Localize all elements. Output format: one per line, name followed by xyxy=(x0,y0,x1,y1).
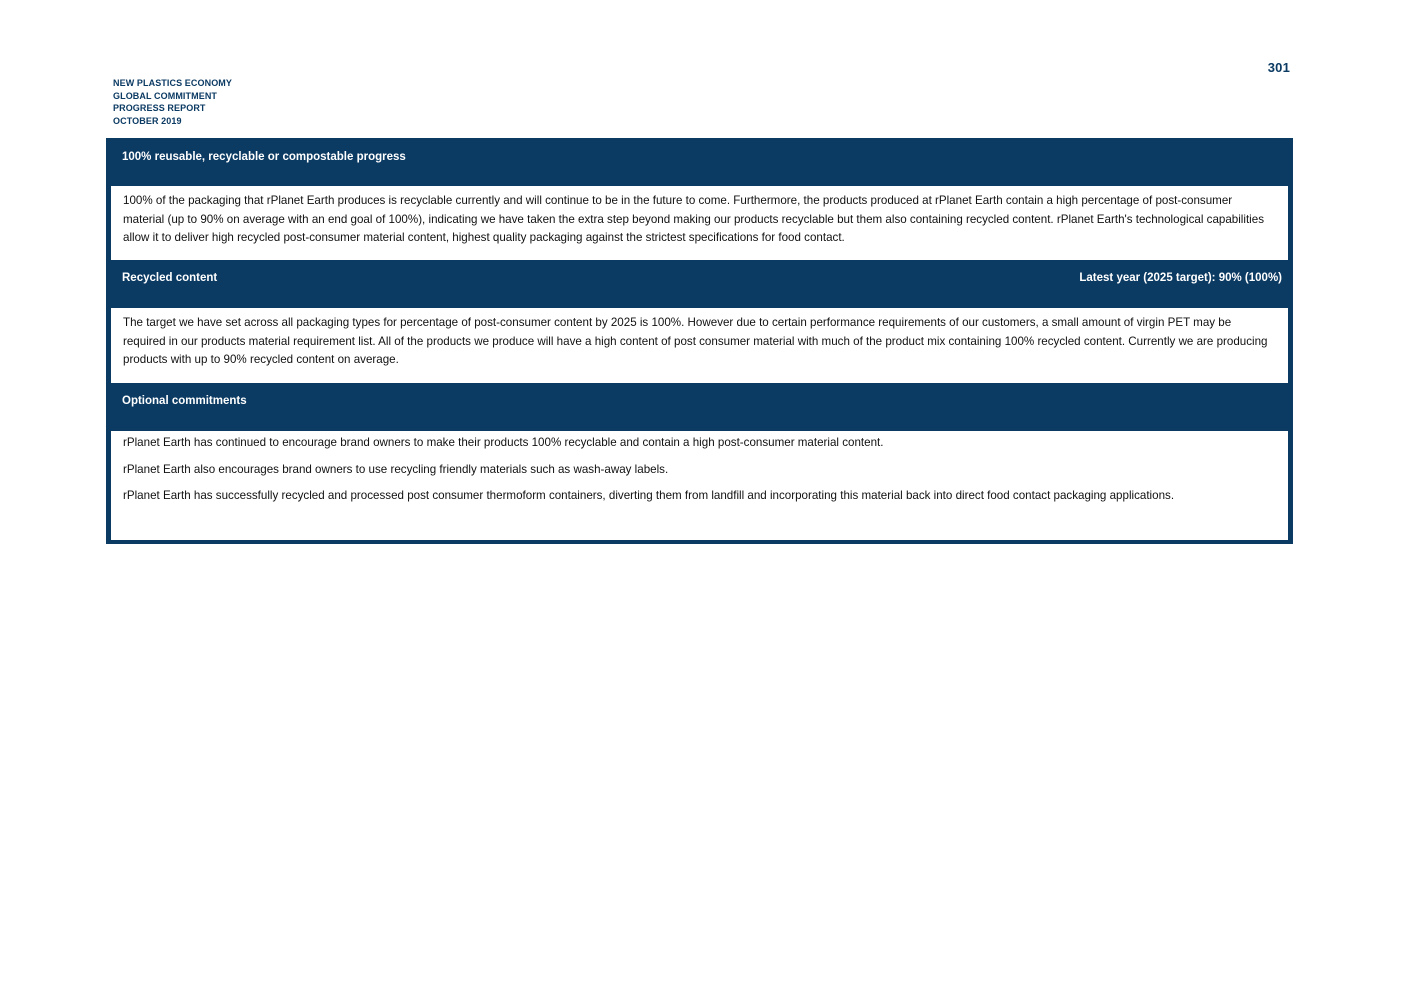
section-title-recyclability: 100% reusable, recyclable or compostable progress xyxy=(122,151,406,163)
section-header-recycled-content xyxy=(122,272,1282,286)
recycled-content-value: Latest year (2025 target): 90% (100%) xyxy=(1079,272,1282,284)
report-header-line-program: NEW PLASTICS ECONOMY xyxy=(113,78,233,88)
section-header-optional-commitments xyxy=(122,395,1282,409)
page-number: 301 xyxy=(1267,60,1290,75)
report-header-line-commitment: GLOBAL COMMITMENT xyxy=(113,90,218,101)
section-header-recyclability xyxy=(122,151,1282,165)
section-body-recyclability xyxy=(111,186,1288,260)
report-header-line-report: PROGRESS REPORT xyxy=(113,103,206,113)
section-title-recycled-content: Recycled content xyxy=(122,272,218,284)
report-header xyxy=(113,77,232,127)
optional-commitment-paragraph: rPlanet Earth has successfully recycled and processed post consumer thermoform containers, diverting them from landfill and incorporating this material back into direct food contact packaging applications. xyxy=(123,489,1175,503)
section-body-optional-commitments xyxy=(111,431,1288,540)
report-header-line-date: OCTOBER 2019 xyxy=(113,115,182,126)
recycled-content-paragraph: The target we have set across all packaging types for percentage of post-consumer content by 2025 is 100%. However due to certain performance requirements of our customers, a small amount of virgin PET may be required in our products material requirement list. All of the products we produce will have a high content of post consumer material with much of the product mix containing 100% recycled content. Currently we are producing products with up to 90% recycled content on average. xyxy=(123,316,1268,367)
commitment-progress-panel xyxy=(106,138,1293,544)
section-body-recycled-content xyxy=(111,308,1288,383)
section-title-optional-commitments: Optional commitments xyxy=(122,395,247,407)
optional-commitment-paragraph: rPlanet Earth has continued to encourage brand owners to make their products 100% recyclable and contain a high post-consumer material content. xyxy=(123,436,884,449)
optional-commitment-paragraph: rPlanet Earth also encourages brand owners to use recycling friendly materials such as wash-away labels. xyxy=(123,462,669,476)
recyclability-paragraph: 100% of the packaging that rPlanet Earth produces is recyclable currently and will continue to be in the future to come. Furthermore, the products produced at rPlanet Earth contain a high percentage of post-consumer material (up to 90% on average with an end goal of 100%), indicating we have taken the extra step beyond making our products recyclable but them also containing recycled content. rPlanet Earth's technological capabilities allow it to deliver high recycled post-consumer material content, highest quality packaging against the strictest specifications for food contact. xyxy=(123,194,1265,245)
